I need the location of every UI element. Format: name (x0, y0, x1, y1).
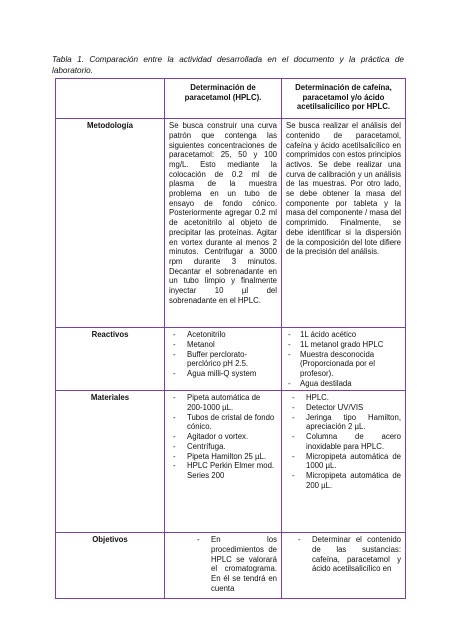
row-label-reactivos: Reactivos (56, 328, 165, 391)
table-caption: Tabla 1. Comparación entre la actividad desarrollada en el documento y la práctica de laboratorio. (52, 55, 404, 75)
list-item: - Micropipeta automática de 200 µL. (288, 471, 401, 490)
row-label-materiales: Materiales (56, 391, 165, 533)
list-item: - Determinar el contenido de las sustancias: cafeína, paracetamol y ácido acetilsalicílico en (294, 535, 401, 574)
list-item: - Detector UV/VIS (288, 403, 401, 413)
list-item: - Pipeta automática de 200-1000 µL. (169, 393, 277, 412)
list-item: - Tubos de cristal de fondo cónico. (169, 413, 277, 432)
table-row-materiales (56, 391, 406, 533)
reactivos-cafeina (282, 328, 406, 391)
list-item: - 1L ácido acético (286, 330, 401, 340)
row-label-objetivos: Objetivos (56, 533, 165, 599)
list-item: - Agitador o vortex. (169, 432, 277, 442)
list-item: - Muestra desconocida (Proporcionada por el profesor). (286, 350, 401, 379)
objetivos-cafeina (282, 533, 406, 599)
row-label-metodologia: Metodología (56, 119, 165, 328)
list-item: - Jeringa tipo Hamilton, apreciación 2 µL. (288, 413, 401, 432)
list-item: - Micropipeta automática de 1000 µL. (288, 452, 401, 471)
list-item: - Agua destilada (286, 379, 401, 389)
header-cafeina: Determinación de cafeína, paracetamol y/o ácido acetilsalicílico por HPLC. (282, 79, 406, 119)
objetivos-paracetamol (165, 533, 282, 599)
reactivos-paracetamol (165, 328, 282, 391)
materiales-cafeina (282, 391, 406, 533)
header-empty-cell (56, 79, 165, 119)
metodologia-cafeina: Se busca realizar el análisis del contenido de paracetamol, cafeína y ácido acetilsalicílico en comprimidos con estos principios activos. Se debe realizar una curva de calibración y un análisis de las muestras. Por otro lado, se debe obtener la masa del componente por tableta y la masa del componente / masa del comprimido. Finalmente, se debe identificar si la dispersión de la composición del lote difiere de la precisión del análisis. (282, 119, 406, 328)
list-item: - HPLC Perkin Elmer mod. Series 200 (169, 461, 277, 480)
list-item: - 1L metanol grado HPLC (286, 340, 401, 350)
list-item: - Agua milli-Q system (169, 369, 277, 379)
list-item: - Metanol (169, 340, 277, 350)
header-paracetamol: Determinación de paracetamol (HPLC). (165, 79, 282, 119)
materiales-paracetamol (165, 391, 282, 533)
list-item: - En los procedimientos de HPLC se valorará el cromatograma. En él se tendrá en cuenta (193, 535, 277, 593)
table-row-metodologia (56, 119, 406, 328)
list-item: - Buffer perclorato-perclórico pH 2.5. (169, 350, 277, 369)
list-item: - Pipeta Hamilton 25 µL. (169, 452, 277, 462)
table-row-objetivos (56, 533, 406, 599)
list-item: - Centrífuga. (169, 442, 277, 452)
list-item: - Columna de acero inoxidable para HPLC. (288, 432, 401, 451)
header-row (56, 79, 406, 119)
list-item: - HPLC. (288, 393, 401, 403)
table-row-reactivos (56, 328, 406, 391)
metodologia-paracetamol: Se busca construir una curva patrón que contenga las siguientes concentraciones de paracetamol: 25, 50 y 100 mg/L. Esto mediante la colocación de 0.2 ml de plasma de la muestra problema en un tubo de ensayo de fondo cónico. Posteriormente agregar 0.2 ml de acetonitrilo al objeto de precipitar las proteínas. Agitar en vortex durante al menos 2 minutos. Centrifugar a 3000 rpm durante 3 minutos. Decantar el sobrenadante en un tubo limpio y finalmente inyectar 10 µl del sobrenadante en el HPLC. (165, 119, 282, 328)
list-item: - Acetonitrilo (169, 330, 277, 340)
comparison-table (55, 78, 406, 599)
